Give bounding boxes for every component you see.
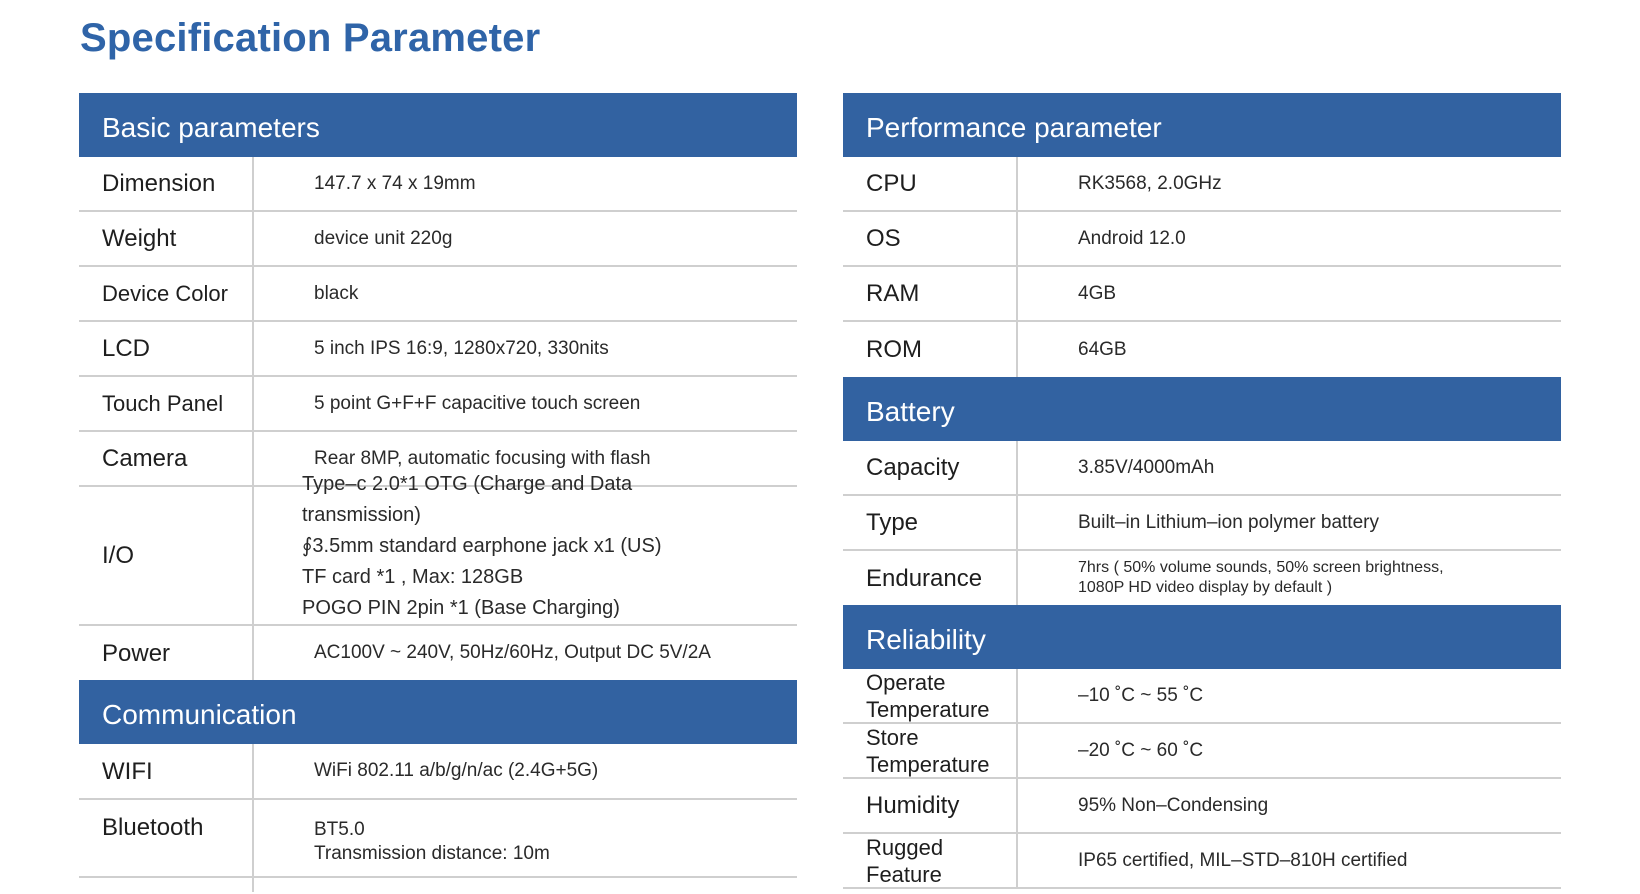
spec-label — [843, 669, 1018, 722]
spec-label: Capacity — [843, 441, 1018, 494]
bluetooth-line: BT5.0 — [314, 819, 365, 840]
spec-label: Power — [79, 626, 254, 680]
spec-label: Camera — [79, 432, 254, 485]
spec-value: RK3568, 2.0GHz — [1078, 172, 1222, 194]
spec-label: OS — [843, 212, 1018, 265]
left-column — [79, 93, 797, 892]
io-line: TF card *1 , Max: 128GB — [302, 566, 524, 588]
spec-row-io — [79, 473, 797, 626]
spec-row-operate-temperature — [843, 669, 1561, 724]
spec-row-capacity — [843, 441, 1561, 496]
spec-label: CPU — [843, 157, 1018, 210]
spec-value: 5 point G+F+F capacitive touch screen — [314, 392, 641, 414]
label-line: Feature — [866, 861, 942, 887]
spec-value: 64GB — [1078, 338, 1127, 360]
spec-value: 95% Non–Condensing — [1078, 794, 1269, 816]
spec-row-endurance — [843, 551, 1561, 605]
spec-row-cpu — [843, 157, 1561, 212]
spec-label: Touch Panel — [79, 377, 254, 430]
spec-row-rugged-feature — [843, 834, 1561, 889]
spec-row-ram — [843, 267, 1561, 322]
spec-value: 4GB — [1078, 282, 1117, 304]
spec-row-bluetooth — [79, 800, 797, 878]
spec-value: Android 12.0 — [1078, 227, 1186, 249]
page-title: Specification Parameter — [80, 16, 541, 60]
spec-label: Humidity — [843, 779, 1018, 832]
spec-row-device-color — [79, 267, 797, 322]
spec-label: Device Color — [79, 267, 254, 320]
spec-row-humidity — [843, 779, 1561, 834]
spec-label: ROM — [843, 322, 1018, 377]
section-header-battery: Battery — [843, 377, 1561, 441]
right-column — [843, 93, 1561, 889]
spec-value: Rear 8MP, automatic focusing with flash — [314, 447, 651, 469]
io-line: POGO PIN 2pin *1 (Base Charging) — [302, 597, 620, 619]
spec-label — [843, 724, 1018, 777]
spec-row-rom — [843, 322, 1561, 377]
spec-row-store-temperature — [843, 724, 1561, 779]
label-line: Store — [866, 724, 919, 750]
spec-value: –20 ˚C ~ 60 ˚C — [1078, 739, 1204, 761]
endurance-line: 1080P HD video display by default ) — [1078, 579, 1333, 596]
spec-value: Built–in Lithium–ion polymer battery — [1078, 511, 1379, 533]
section-header-communication: Communication — [79, 680, 797, 744]
label-line: Temperature — [866, 751, 990, 777]
spec-value: black — [314, 282, 359, 304]
spec-row-wifi — [79, 744, 797, 800]
spec-row-touch-panel — [79, 377, 797, 432]
spec-label: Bluetooth — [79, 800, 254, 876]
spec-row-os — [843, 212, 1561, 267]
spec-value: IP65 certified, MIL–STD–810H certified — [1078, 849, 1408, 871]
io-line: transmission) — [302, 504, 421, 526]
spec-row-type — [843, 496, 1561, 551]
section-header-reliability: Reliability — [843, 605, 1561, 669]
spec-label: LCD — [79, 322, 254, 375]
spec-value: 147.7 x 74 x 19mm — [314, 172, 476, 194]
spec-value: WiFi 802.11 a/b/g/n/ac (2.4G+5G) — [314, 760, 599, 781]
spec-row-lcd — [79, 322, 797, 377]
label-line: Rugged — [866, 834, 944, 860]
spec-value: AC100V ~ 240V, 50Hz/60Hz, Output DC 5V/2A — [314, 642, 711, 663]
section-header-basic: Basic parameters — [79, 93, 797, 157]
spec-label: RAM — [843, 267, 1018, 320]
spec-label: I/O — [79, 487, 254, 624]
spec-row-power — [79, 626, 797, 680]
io-line: ∮3.5mm standard earphone jack x1 (US) — [302, 535, 662, 557]
label-line: Temperature — [866, 696, 990, 722]
spec-label: Weight — [79, 212, 254, 265]
spec-value-empty — [254, 878, 797, 892]
spec-value: 3.85V/4000mAh — [1078, 456, 1215, 478]
spec-row-dimension — [79, 157, 797, 212]
spec-value — [1018, 551, 1561, 605]
spec-label — [843, 834, 1018, 887]
spec-value: device unit 220g — [314, 227, 453, 249]
spec-value-io — [254, 473, 797, 624]
spec-label: Endurance — [843, 551, 1018, 605]
bluetooth-line: Transmission distance: 10m — [314, 843, 550, 864]
label-line: Operate — [866, 669, 946, 695]
endurance-line: 7hrs ( 50% volume sounds, 50% screen brightness, — [1078, 559, 1444, 576]
spec-row-weight — [79, 212, 797, 267]
spec-label: Dimension — [79, 157, 254, 210]
spec-label-empty — [79, 878, 254, 892]
io-line: Type–c 2.0*1 OTG (Charge and Data — [302, 473, 633, 495]
spec-label: Type — [843, 496, 1018, 549]
section-header-performance: Performance parameter — [843, 93, 1561, 157]
spec-value — [254, 800, 797, 876]
spec-value: 5 inch IPS 16:9, 1280x720, 330nits — [314, 337, 609, 359]
spec-value: –10 ˚C ~ 55 ˚C — [1078, 684, 1204, 706]
spec-row-partial — [79, 878, 797, 892]
spec-label: WIFI — [79, 744, 254, 798]
